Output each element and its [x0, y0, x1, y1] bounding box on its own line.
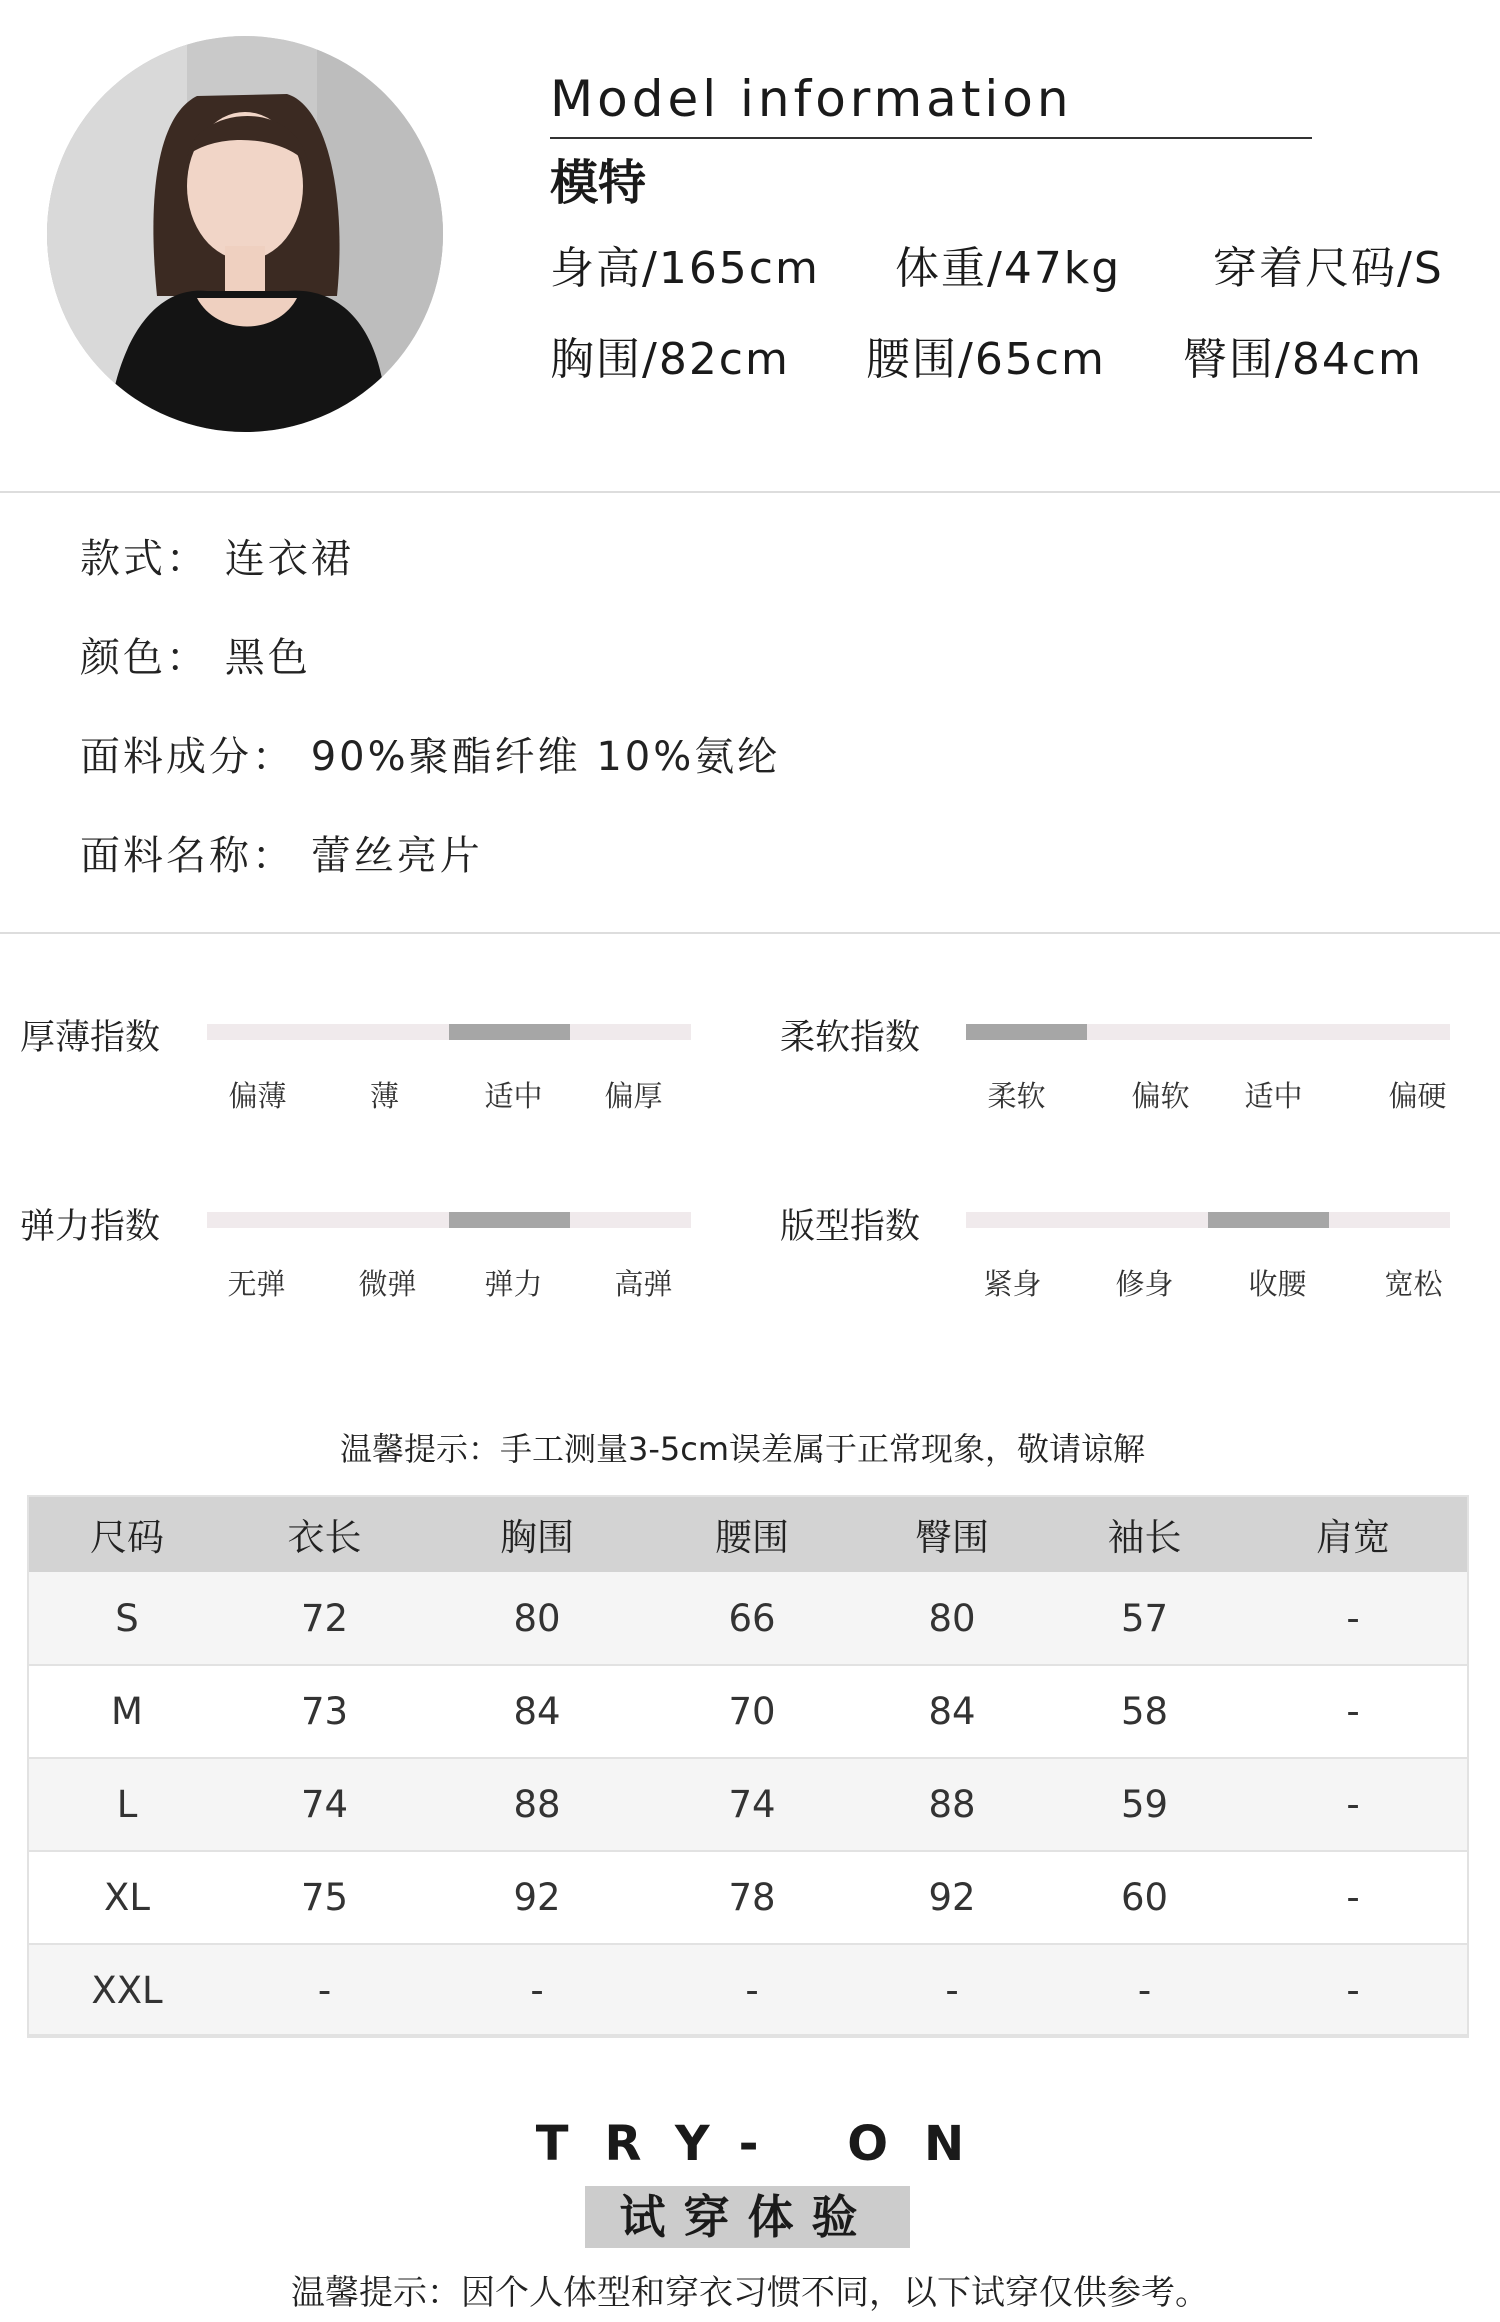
softness-selected-fill [966, 1024, 1087, 1040]
model-subheading: 模特 [550, 155, 647, 211]
header-waist: 腰围 [652, 1495, 852, 1572]
softness-option: 柔软 [987, 1079, 1046, 1113]
table-cell: 80 [422, 1572, 652, 1665]
table-cell: 84 [422, 1665, 652, 1758]
table-cell: 66 [652, 1572, 852, 1665]
header-size: 尺码 [27, 1495, 227, 1572]
softness-option: 偏软 [1131, 1079, 1190, 1113]
header-shoulder: 肩宽 [1237, 1495, 1469, 1572]
table-cell: 75 [227, 1851, 422, 1944]
table-cell: - [852, 1944, 1052, 2037]
table-row [27, 1572, 1469, 1665]
table-cell: 92 [422, 1851, 652, 1944]
table-cell: 88 [852, 1758, 1052, 1851]
model-photo [47, 36, 443, 432]
thickness-selected-fill [449, 1024, 570, 1040]
table-cell: 74 [652, 1758, 852, 1851]
model-info-heading: Model information [550, 70, 1073, 128]
fit-scale [966, 1212, 1450, 1228]
thickness-option: 偏薄 [228, 1079, 287, 1113]
table-row [27, 1665, 1469, 1758]
table-row [27, 1944, 1469, 2037]
table-cell: - [1237, 1851, 1469, 1944]
table-cell: 84 [852, 1665, 1052, 1758]
table-cell: L [27, 1758, 227, 1851]
table-header-row [27, 1495, 1469, 1572]
table-cell: - [422, 1944, 652, 2037]
table-cell: 74 [227, 1758, 422, 1851]
detail-composition: 面料成分： 90%聚酯纤维 10%氨纶 [80, 734, 781, 780]
detail-style: 款式： 连衣裙 [80, 536, 354, 582]
section-divider [0, 491, 1500, 493]
size-table [27, 1495, 1469, 2038]
table-cell: - [652, 1944, 852, 2037]
elasticity-scale [207, 1212, 691, 1228]
model-hip: 臀围/84cm [1183, 334, 1423, 385]
table-row [27, 1758, 1469, 1851]
index-label-thickness: 厚薄指数 [20, 1018, 161, 1058]
fit-option: 宽松 [1384, 1267, 1443, 1301]
elasticity-option: 高弹 [614, 1267, 673, 1301]
model-size-worn: 穿着尺码/S [1213, 243, 1444, 294]
fit-selected-fill [1208, 1212, 1329, 1228]
table-cell: 72 [227, 1572, 422, 1665]
index-label-elasticity: 弹力指数 [20, 1207, 161, 1247]
elasticity-selected-fill [449, 1212, 570, 1228]
fit-option: 收腰 [1248, 1267, 1307, 1301]
softness-scale [966, 1024, 1450, 1040]
fit-option: 紧身 [983, 1267, 1042, 1301]
thickness-scale [207, 1024, 691, 1040]
elasticity-option: 微弹 [358, 1267, 417, 1301]
table-row [27, 1851, 1469, 1944]
table-cell: XL [27, 1851, 227, 1944]
table-cell: - [227, 1944, 422, 2037]
table-cell: 70 [652, 1665, 852, 1758]
table-cell: 92 [852, 1851, 1052, 1944]
heading-underline [550, 137, 1312, 139]
table-cell: 58 [1052, 1665, 1237, 1758]
table-cell: 80 [852, 1572, 1052, 1665]
header-bust: 胸围 [422, 1495, 652, 1572]
header-sleeve: 袖长 [1052, 1495, 1237, 1572]
table-cell: 60 [1052, 1851, 1237, 1944]
table-cell: 73 [227, 1665, 422, 1758]
table-cell: M [27, 1665, 227, 1758]
table-cell: 88 [422, 1758, 652, 1851]
table-cell: 57 [1052, 1572, 1237, 1665]
tryon-subtitle: 试穿体验 [585, 2186, 910, 2248]
model-height: 身高/165cm [550, 243, 820, 294]
table-cell: 78 [652, 1851, 852, 1944]
elasticity-option: 弹力 [484, 1267, 543, 1301]
table-cell: - [1237, 1572, 1469, 1665]
thickness-option: 偏厚 [604, 1079, 663, 1113]
table-cell: S [27, 1572, 227, 1665]
table-cell: 59 [1052, 1758, 1237, 1851]
section-divider [0, 932, 1500, 934]
detail-color: 颜色： 黑色 [80, 635, 311, 681]
model-waist: 腰围/65cm [866, 334, 1106, 385]
index-label-fit: 版型指数 [780, 1207, 921, 1247]
table-cell: - [1237, 1944, 1469, 2037]
table-cell: - [1237, 1758, 1469, 1851]
table-cell: XXL [27, 1944, 227, 2037]
index-label-softness: 柔软指数 [780, 1018, 921, 1058]
model-weight: 体重/47kg [895, 243, 1122, 294]
header-length: 衣长 [227, 1495, 422, 1572]
tryon-tip: 温馨提示：因个人体型和穿衣习惯不同，以下试穿仅供参考。 [291, 2273, 1209, 2313]
softness-option: 偏硬 [1388, 1079, 1447, 1113]
thickness-option: 适中 [484, 1079, 543, 1113]
detail-fabric-name: 面料名称： 蕾丝亮片 [80, 833, 483, 879]
softness-option: 适中 [1244, 1079, 1303, 1113]
tryon-title: TRY- ON [535, 2116, 1001, 2172]
table-cell: - [1052, 1944, 1237, 2037]
model-bust: 胸围/82cm [550, 334, 790, 385]
thickness-option: 薄 [369, 1079, 399, 1113]
table-cell: - [1237, 1665, 1469, 1758]
elasticity-option: 无弹 [227, 1267, 286, 1301]
fit-option: 修身 [1115, 1267, 1174, 1301]
measurement-tip: 温馨提示：手工测量3-5cm误差属于正常现象，敬请谅解 [340, 1430, 1146, 1468]
header-hip: 臀围 [852, 1495, 1052, 1572]
